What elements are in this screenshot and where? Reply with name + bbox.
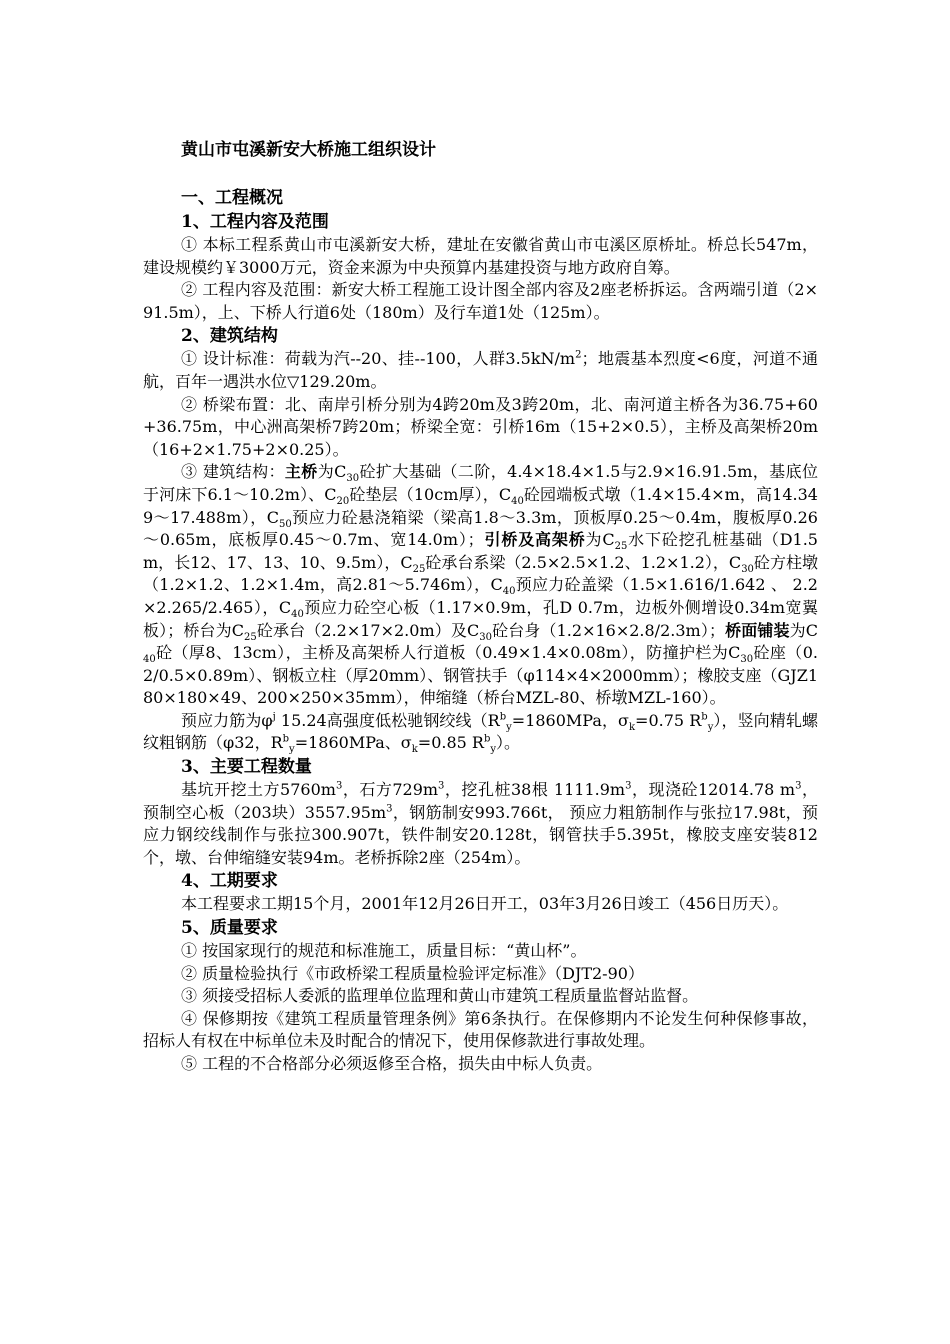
paragraph-quality-5: ⑤ 工程的不合格部分必须返修至合格，损失由中标人负责。: [181, 1054, 603, 1073]
subsection-heading-quantities: 3、主要工程数量: [181, 757, 312, 778]
paragraph-quality-4: ④ 保修期按《建筑工程质量管理条例》第6条执行。在保修期内不论发生何种保修事故，招标人有权在中标单位未及时配合的情况下，使用保修款进行事故处理。: [143, 1008, 818, 1051]
paragraph-design-standard: ① 设计标准：荷载为汽--20、挂--100，人群$3.5kN/m^2$；地震基本烈度<6度，河道不通航，百年一遇洪水位▽129.20m。: [143, 349, 818, 391]
subsection-heading-quality: 5、质量要求: [181, 918, 278, 939]
subsection-heading-scope: 1、工程内容及范围: [181, 212, 329, 232]
paragraph-building-structure: ③ 建筑结构：主桥为$C_{30}$砼扩大基础（二阶，4.4×18.4×1.5与2.9×16.91.5m，基底位于河床下6.1～10.2m）、$C_{20}$砼垫层（10cm厚），$C_{40}$砼园端板式墩（1.4×15.4×m，高14.349～17.488m），$C_{50}$预应力砼悬浇箱梁（梁高1.8～3.3m，顶板厚0.25～0.4m，腹板厚0.26～0.65m，底板厚0.45～0.7m、宽14.0m）；引桥及高架桥为$C_{25}$水下砼挖孔桩基础（D1.5m，长12、17、13、10、9.5m），$C_{25}$砼承台系梁（2.5×2.5×1.2、1.2×1.2），$C_{30}$砼方柱墩（1.2×1.2、1.2×1.4m，高2.81～5.746m），$C_{40}$预应力砼盖梁（1.5×1.616/1.642 、 2.2×2.265/2.465），$C_{40}$预应力砼空心板（1.17×0.9m，孔D 0.7m，边板外侧增设0.34m宽翼板）；桥台为$C_{25}$砼承台（2.2×17×2.0m）及$C_{30}$砼台身（1.2×16×2.8/2.3m）；桥面铺装为$C_{40}$砼（厚8、13cm），主桥及高架桥人行道板（0.49×1.4×0.08m），防撞护栏为$C_{30}$砼座（0.2/0.5×0.89m）、钢板立柱（厚20mm）、钢管扶手（φ114×4×2000mm）；橡胶支座（GJZ180×180×49、200×250×35mm），伸缩缝（桥台MZL-80、桥墩MZL-160）。: [143, 462, 818, 708]
paragraph-quantities: 基坑开挖土方$5760m^3$，石方$729m^3$，挖孔桩38根 $1111.9m^3$，现浇砼12014.78 $m^3$，预制空心板（203块）$3557.95m^3$，钢筋制安993.766t， 预应力粗筋制作与张拉17.98t，预应力钢绞线制作与张拉300.907t，铁件制安20.128t，钢管扶手5.395t，橡胶支座安装812个，墩、台伸缩缝安装94m。老桥拆除2座（254m）。: [143, 780, 818, 867]
paragraph-schedule: 本工程要求工期15个月，2001年12月26日开工，03年3月26日竣工（456日历天）。: [181, 894, 789, 914]
paragraph-quality-3: ③ 须接受招标人委派的监理单位监理和黄山市建筑工程质量监督站监督。: [181, 986, 699, 1006]
section-heading-overview: 一、工程概况: [181, 188, 283, 208]
subsection-heading-schedule: 4、工期要求: [181, 871, 278, 892]
paragraph-prestress: 预应力筋为$\varphi^j$ 15.24高强度低松驰钢绞线（$R^b_y=1860MPa$，$\sigma_k=0.75$ $R^b_y$），竖向精轧螺纹粗钢筋（φ32，$R^b_y=1860MPa$、$\sigma_k=0.85$ $R^b_y$）。: [143, 710, 818, 756]
paragraph-quality-1: ① 按国家现行的规范和标准施工，质量目标：“黄山杯”。: [181, 941, 587, 961]
document-title: 黄山市屯溪新安大桥施工组织设计: [181, 140, 436, 160]
subsection-heading-structure: 2、建筑结构: [181, 326, 278, 347]
paragraph-bridge-layout: ② 桥梁布置：北、南岸引桥分别为4跨20m及3跨20m，北、南河道主桥各为36.75+60+36.75m，中心洲高架桥7跨20m；桥梁全宽：引桥16m（15+2×0.5），主桥及高架桥20m（16+2×1.75+2×0.25）。: [143, 394, 818, 459]
paragraph-scope-1: ① 本标工程系黄山市屯溪新安大桥，建址在安徽省黄山市屯溪区原桥址。桥总长547m，建设规模约￥3000万元，资金来源为中央预算内基建投资与地方政府自筹。: [143, 235, 818, 277]
paragraph-scope-2: ② 工程内容及范围：新安大桥工程施工设计图全部内容及2座老桥拆运。含两端引道（2×91.5m），上、下桥人行道6处（180m）及行车道1处（125m）。: [143, 280, 818, 322]
paragraph-quality-2: ② 质量检验执行《市政桥梁工程质量检验评定标准》（DJT2-90）: [181, 963, 644, 983]
